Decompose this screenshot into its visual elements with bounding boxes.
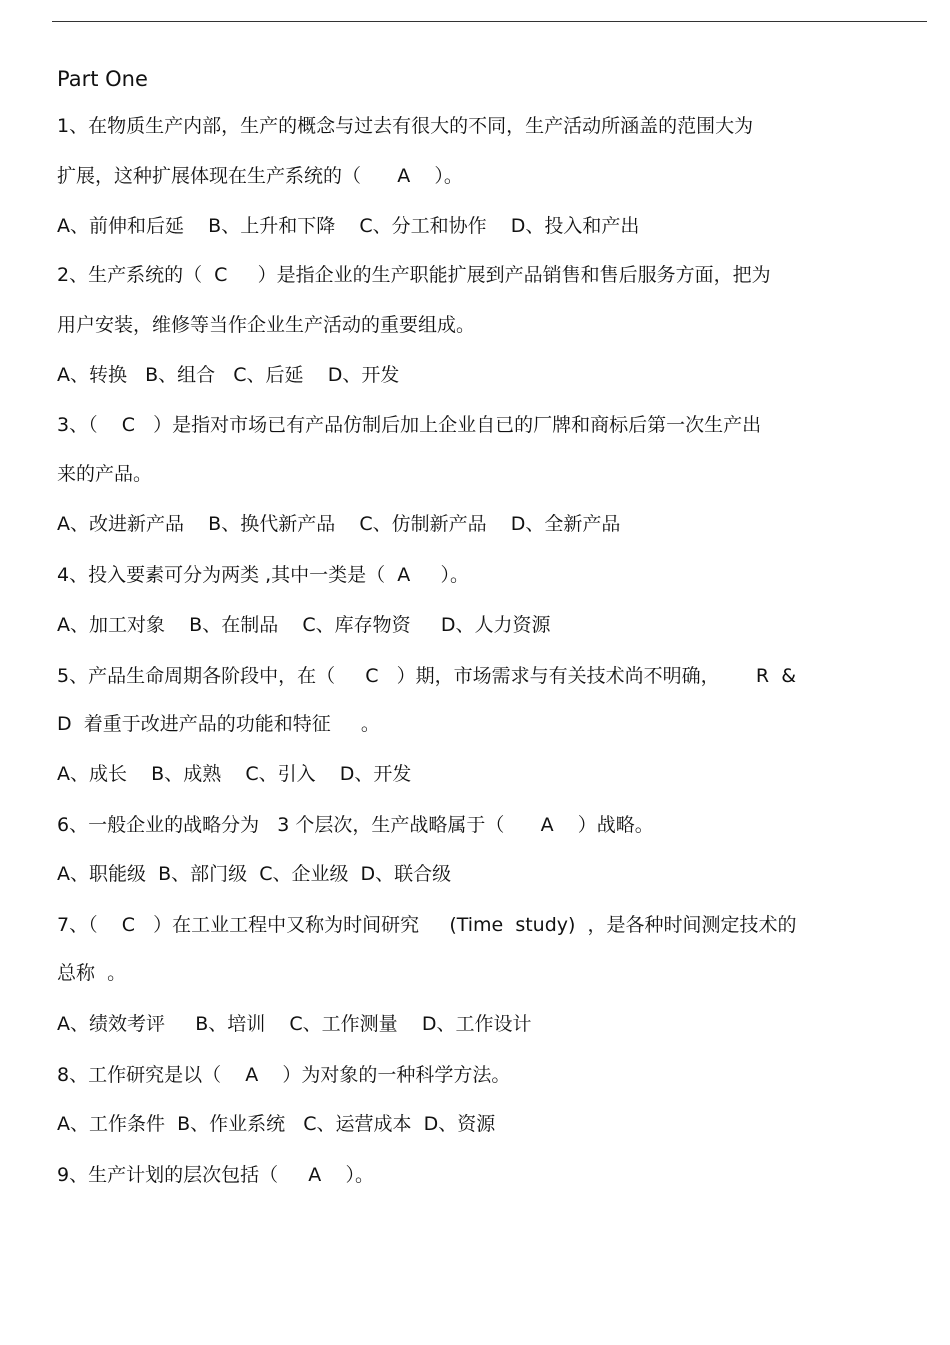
- question-3-line-1: 3、（ C ）是指对市场已有产品仿制后加上企业自已的厂牌和商标后第一次生产出: [57, 414, 762, 436]
- question-1-line-1: 1、在物质生产内部，生产的概念与过去有很大的不同，生产活动所涵盖的范围大为: [57, 115, 754, 137]
- question-3-line-2: 来的产品。: [57, 463, 153, 485]
- question-1-line-2: 扩展，这种扩展体现在生产系统的（ A ）。: [57, 165, 463, 187]
- question-7-line-2: 总称 。: [57, 962, 127, 984]
- top-rule: [52, 21, 927, 22]
- question-3-options: A、改进新产品 B、换代新产品 C、仿制新产品 D、全新产品: [57, 513, 621, 535]
- question-9-line-1: 9、生产计划的层次包括（ A ）。: [57, 1164, 374, 1186]
- question-6-options: A、职能级 B、部门级 C、企业级 D、联合级: [57, 863, 452, 885]
- question-2-line-2: 用户安装，维修等当作企业生产活动的重要组成。: [57, 314, 476, 336]
- question-5-options: A、成长 B、成熟 C、引入 D、开发: [57, 763, 412, 785]
- question-7-options: A、绩效考评 B、培训 C、工作测量 D、工作设计: [57, 1013, 532, 1035]
- section-heading: Part One: [57, 67, 148, 91]
- question-1-options: A、前伸和后延 B、上升和下降 C、分工和协作 D、投入和产出: [57, 215, 640, 237]
- question-6-line-1: 6、一般企业的战略分为 3 个层次，生产战略属于（ A ）战略。: [57, 814, 654, 836]
- question-7-line-1: 7、（ C ）在工业工程中又称为时间研究 (Time study) ，是各种时间测定技术的: [57, 914, 797, 936]
- question-5-line-1: 5、产品生命周期各阶段中，在（ C ）期，市场需求与有关技术尚不明确， R &: [57, 665, 797, 687]
- question-2-line-1: 2、生产系统的（ C ）是指企业的生产职能扩展到产品销售和售后服务方面，把为: [57, 264, 771, 286]
- question-5-line-2: D 着重于改进产品的功能和特征 。: [57, 713, 380, 735]
- question-8-options: A、工作条件 B、作业系统 C、运营成本 D、资源: [57, 1113, 496, 1135]
- question-2-options: A、转换 B、组合 C、后延 D、开发: [57, 364, 400, 386]
- question-8-line-1: 8、工作研究是以（ A ）为对象的一种科学方法。: [57, 1064, 511, 1086]
- question-4-line-1: 4、投入要素可分为两类 ,其中一类是（ A ）。: [57, 564, 469, 586]
- question-4-options: A、加工对象 B、在制品 C、库存物资 D、人力资源: [57, 614, 551, 636]
